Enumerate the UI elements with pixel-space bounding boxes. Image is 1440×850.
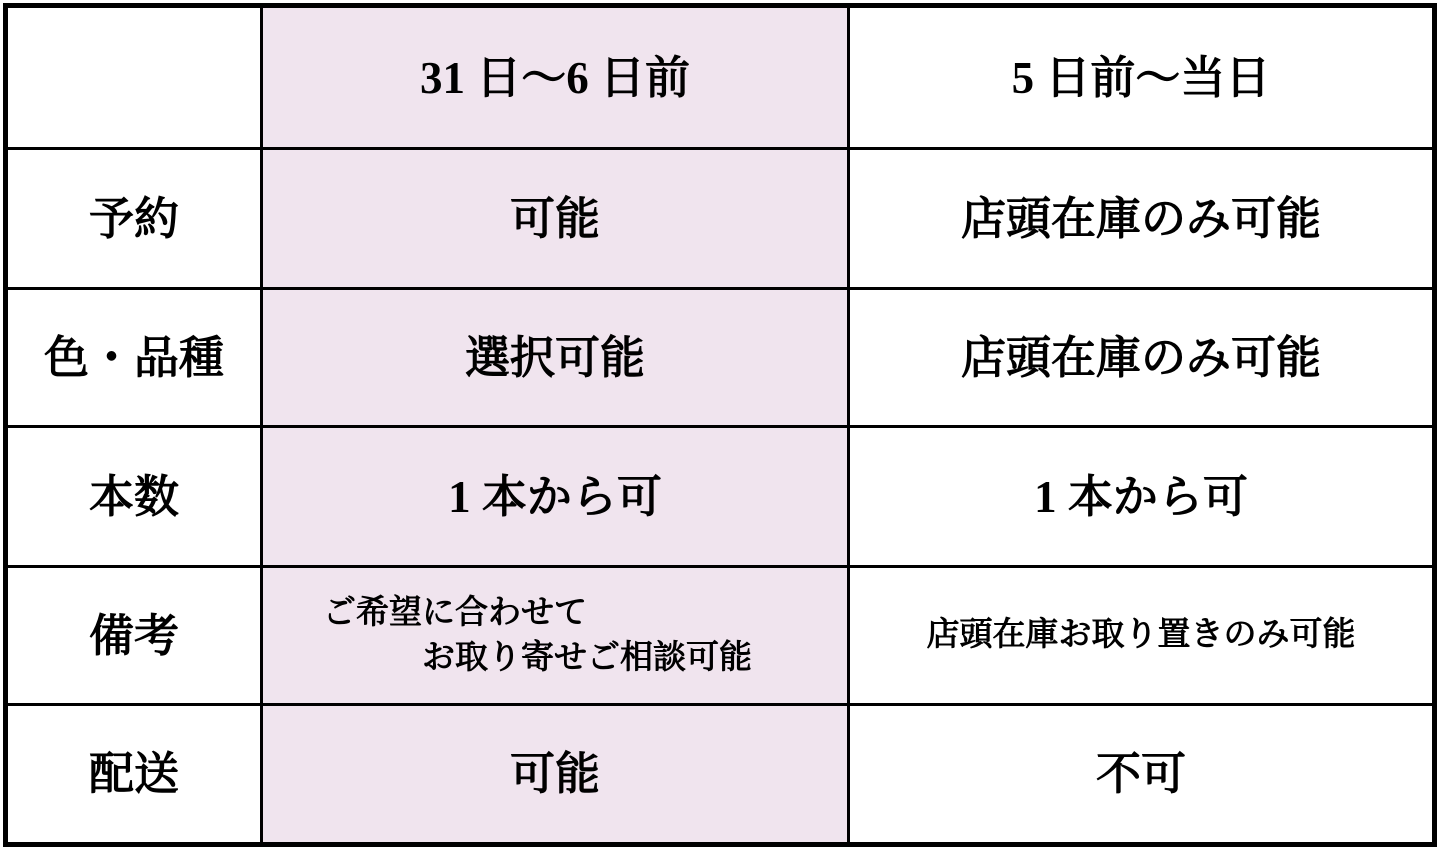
remarks-advance-line2: お取り寄せご相談可能	[422, 639, 752, 676]
remarks-advance-line1: ご希望に合わせて	[323, 594, 587, 631]
cell-reservation-advance: 可能	[263, 150, 847, 287]
header-lastminute-period: 5 日前～当日	[850, 8, 1432, 147]
header-advance-period: 31 日～6 日前	[263, 8, 847, 147]
cell-quantity-advance: 1 本から可	[263, 428, 847, 565]
row-label-quantity: 本数	[8, 428, 260, 565]
cell-delivery-advance: 可能	[263, 706, 847, 842]
header-empty-cell	[8, 8, 260, 147]
cell-color-variety-advance: 選択可能	[263, 290, 847, 425]
cell-remarks-advance	[263, 568, 847, 703]
cell-reservation-lastminute: 店頭在庫のみ可能	[850, 150, 1432, 287]
cell-remarks-lastminute: 店頭在庫お取り置きのみ可能	[850, 568, 1432, 703]
reservation-conditions-table	[3, 3, 1437, 847]
row-label-remarks: 備考	[8, 568, 260, 703]
cell-quantity-lastminute: 1 本から可	[850, 428, 1432, 565]
row-label-delivery: 配送	[8, 706, 260, 842]
row-label-reservation: 予約	[8, 150, 260, 287]
row-label-color-variety: 色・品種	[8, 290, 260, 425]
cell-color-variety-lastminute: 店頭在庫のみ可能	[850, 290, 1432, 425]
cell-delivery-lastminute: 不可	[850, 706, 1432, 842]
